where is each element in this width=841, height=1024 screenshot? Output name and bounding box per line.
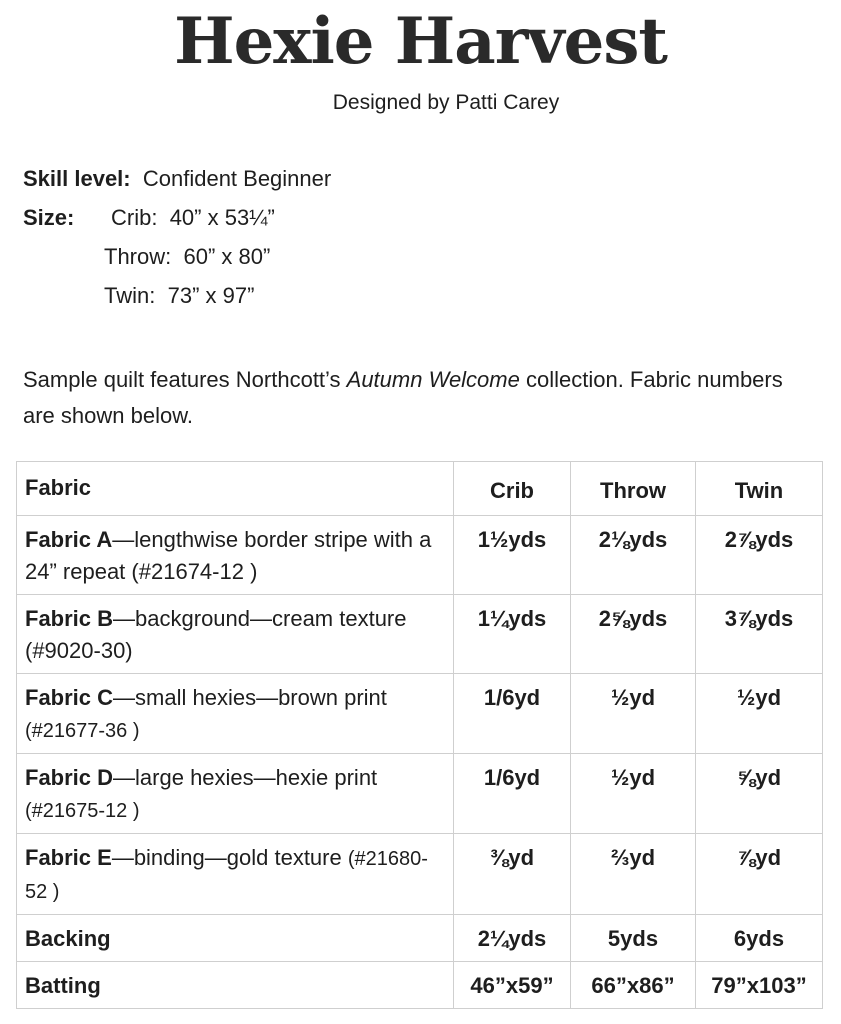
table-row [17,962,823,1009]
collection-name: Autumn Welcome [346,367,520,392]
skill-label: Skill level: [23,166,131,191]
fabric-desc: —binding—gold texture [111,845,342,870]
intro-text-before: Sample quilt features Northcott’s [23,367,347,392]
table-row [17,674,823,754]
size-throw [104,242,270,272]
table-row [17,754,823,834]
crib-amount: 1/6yd [454,674,571,754]
fabric-description [17,834,454,915]
header-twin: Twin [696,462,823,516]
fabric-code: (#21677-36 ) [25,720,140,742]
size-dims: 40” x 53¼” [169,205,275,230]
fabric-desc: —lengthwise border stripe with a 24” repeat [25,527,432,584]
fabric-code: (#21675-12 ) [25,800,140,822]
twin-amount: ⅞yd [696,834,823,915]
intro-text-after: collection. Fabric numbers are shown below. [23,367,783,428]
twin-amount: 2⅞yds [696,516,823,595]
skill-value: Confident Beginner [142,166,332,191]
batting-label: Batting [17,962,454,1009]
fabric-code: (#21680-52 ) [25,848,428,903]
fabric-name: Fabric D [25,765,114,790]
fabric-description [17,516,454,595]
size-dims: 73” x 97” [167,283,255,308]
twin-amount: 79”x103” [696,962,823,1009]
header-throw: Throw [571,462,696,516]
designer-credit: Designed by Patti Carey [332,91,560,114]
crib-amount: 46”x59” [454,962,571,1009]
table-row [17,516,823,595]
skill-level [23,164,331,194]
header-crib: Crib [454,462,571,516]
fabric-requirements-table [16,461,823,1009]
throw-amount: 5yds [571,915,696,962]
fabric-name: Fabric E [25,845,112,870]
intro-paragraph [23,362,813,434]
table-row [17,595,823,674]
throw-amount: 2⅛yds [571,516,696,595]
twin-amount: 3⅞yds [696,595,823,674]
fabric-code: (#9020-30) [25,638,133,663]
crib-amount: 1½yds [454,516,571,595]
crib-amount: 1/6yd [454,754,571,834]
size-dims: 60” x 80” [183,244,271,269]
table-row [17,834,823,915]
size-crib [111,203,275,233]
twin-amount: 6yds [696,915,823,962]
crib-amount: 2¼yds [454,915,571,962]
throw-amount: ½yd [571,754,696,834]
pattern-title: Hexie Harvest [174,4,667,79]
size-name: Twin: [104,283,156,308]
table-row [17,915,823,962]
fabric-name: Fabric A [25,527,113,552]
fabric-desc: —large hexies—hexie print [113,765,378,790]
crib-amount: ⅜yd [454,834,571,915]
table-header-row [17,462,823,516]
size-name: Crib: [111,205,158,230]
throw-amount: 66”x86” [571,962,696,1009]
fabric-description [17,595,454,674]
throw-amount: ½yd [571,674,696,754]
fabric-desc: —small hexies—brown print [113,685,387,710]
crib-amount: 1¼yds [454,595,571,674]
throw-amount: 2⅝yds [571,595,696,674]
twin-amount: ⅝yd [696,754,823,834]
size-twin [104,281,254,311]
throw-amount: ⅔yd [571,834,696,915]
header-fabric: Fabric [17,462,454,516]
twin-amount: ½yd [696,674,823,754]
size-name: Throw: [104,244,172,269]
fabric-description [17,754,454,834]
fabric-desc: —background—cream texture [113,606,407,631]
fabric-description [17,674,454,754]
backing-label: Backing [17,915,454,962]
fabric-code: (#21674-12 ) [131,559,258,584]
fabric-name: Fabric C [25,685,114,710]
size-label: Size: [23,205,75,230]
fabric-name: Fabric B [25,606,114,631]
